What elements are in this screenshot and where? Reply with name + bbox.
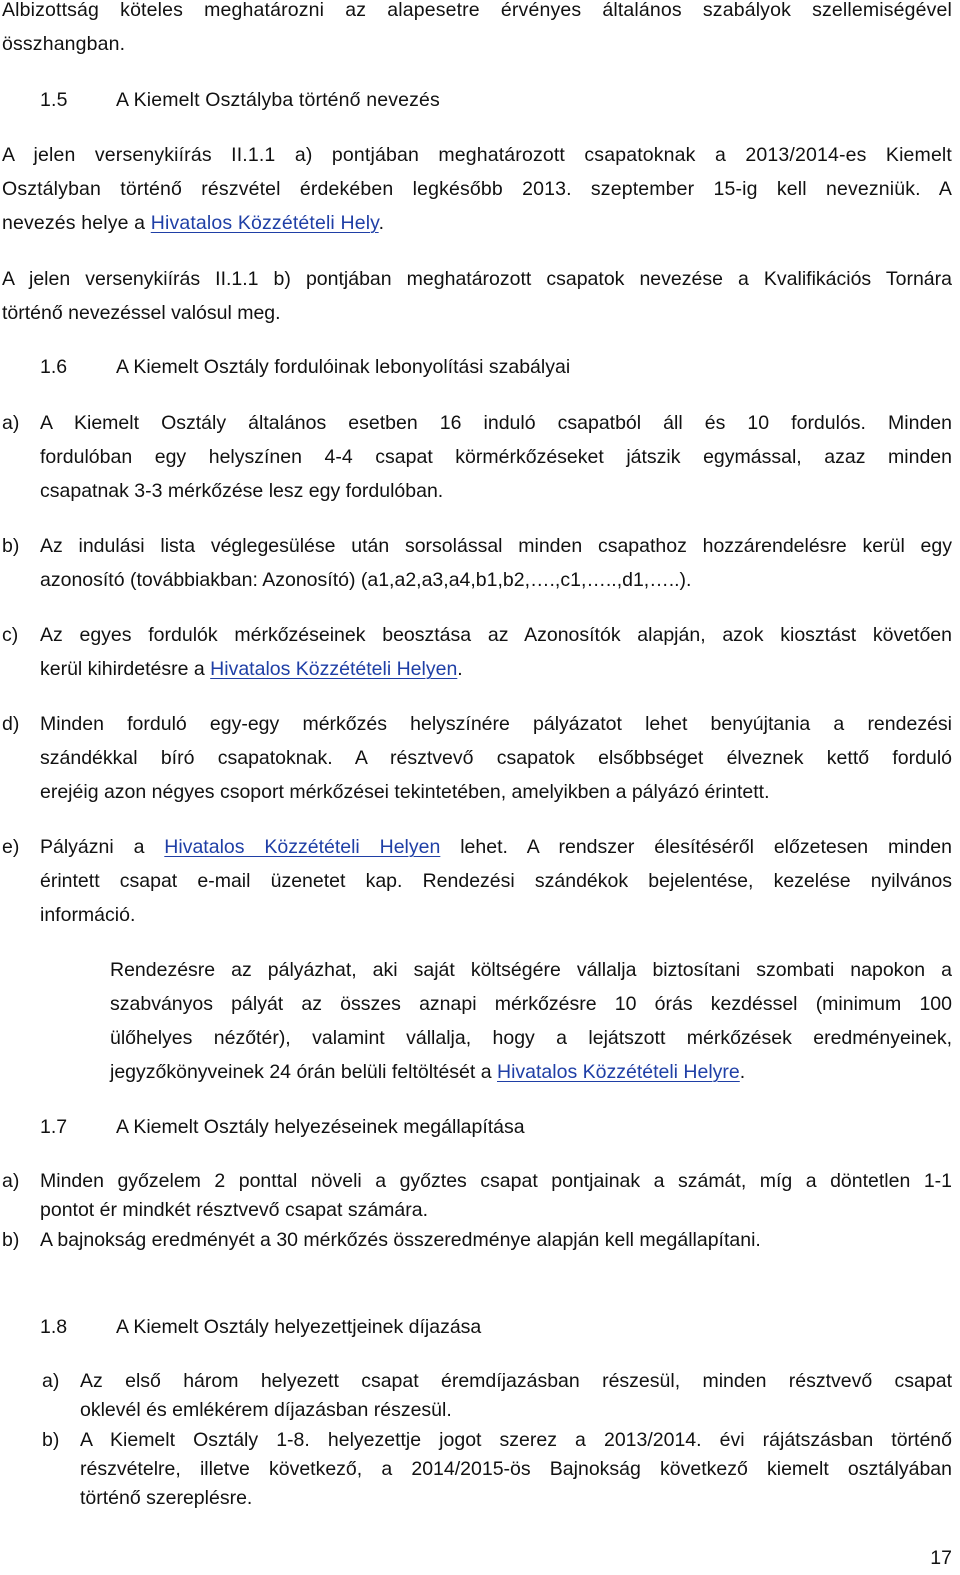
list-label: a) — [42, 1370, 60, 1392]
text-span: jegyzőkönyveinek 24 órán belüli feltöltését a — [110, 1061, 497, 1083]
text-line: fordulóban egy helyszínen 4-4 csapat körmérkőzéseket játszik egymással, azaz minden — [40, 446, 952, 468]
hivatalos-link[interactable]: Hivatalos Közzétételi Helyen — [210, 658, 458, 680]
text-line — [40, 830, 952, 864]
text-line: Az egyes fordulók mérkőzéseinek beosztása az Azonosítók alapján, azok kiosztást követően — [40, 624, 952, 646]
list-label: b) — [2, 535, 20, 557]
text-line: Minden győzelem 2 ponttal növeli a győztes csapat pontjainak a számát, míg a döntetlen 1-1 — [40, 1170, 952, 1192]
section-number: 1.7 — [40, 1116, 68, 1138]
text-line: Osztályban történő részvétel érdekében legkésőbb 2013. szeptember 15-ig kell nevezniük. A — [2, 178, 952, 200]
text-span: . — [457, 658, 463, 680]
text-span: . — [739, 1061, 746, 1083]
text-line: A bajnokság eredményét a 30 mérkőzés összeredménye alapján kell megállapítani. — [40, 1229, 761, 1251]
text-line: történő szereplésre. — [80, 1487, 253, 1509]
text-line: Rendezésre az pályázhat, aki saját költségére vállalja biztosítani szombati napokon a — [110, 959, 952, 981]
text-line: azonosító (továbbiakban: Azonosító) (a1,a2,a3,a4,b1,b2,….,c1,…..,d1,…..). — [40, 569, 692, 591]
list-label: b) — [42, 1429, 60, 1451]
text-span: kerül kihirdetésre a — [40, 658, 211, 680]
section-title: A Kiemelt Osztályba történő nevezés — [116, 89, 440, 111]
text-span: . — [378, 212, 385, 234]
list-label: a) — [2, 1170, 20, 1192]
text-line: Minden forduló egy-egy mérkőzés helyszínére pályázatot lehet benyújtania a rendezési — [40, 713, 952, 735]
text-span: nevezés helye a — [2, 212, 151, 234]
text-line: pontot ér mindkét résztvevő csapat számára. — [40, 1199, 429, 1221]
text-line: A Kiemelt Osztály általános esetben 16 induló csapatból áll és 10 fordulós. Minden — [40, 412, 952, 434]
list-label: d) — [2, 713, 20, 735]
section-number: 1.5 — [40, 89, 68, 111]
list-label: e) — [2, 836, 20, 858]
intro-paragraph — [2, 0, 952, 61]
text-line: csapatnak 3-3 mérkőzése lesz egy fordulóban. — [40, 480, 444, 502]
text-line: ülőhelyes nézőtér), valamint vállalja, hogy a lejátszott mérkőzések eredményeinek, — [110, 1027, 952, 1049]
list-label: a) — [2, 412, 20, 434]
text-line: összhangban. — [2, 33, 126, 55]
hivatalos-link[interactable]: Hivatalos Közzétételi Helyen — [164, 836, 441, 858]
section-title: A Kiemelt Osztály helyezettjeinek díjazása — [116, 1316, 482, 1338]
text-line: A jelen versenykiírás II.1.1 b) pontjában meghatározott csapatok nevezése a Kvalifikációs Tornára — [2, 268, 952, 290]
text-line: szabványos pályát az összes aznapi mérkőzésre 10 órás kezdéssel (minimum 100 — [110, 993, 952, 1015]
paragraph-kvalifikacio — [2, 262, 952, 330]
text-line: erejéig azon négyes csoport mérkőzései tekintetében, amelyikben a pályázó érintett. — [40, 781, 770, 803]
text-line: A Kiemelt Osztály 1-8. helyezettje jogot szerez a 2013/2014. évi rájátszásban történő — [80, 1429, 952, 1451]
hivatalos-link[interactable]: Hivatalos Közzétételi Helyre — [497, 1061, 740, 1083]
text-line: Albizottság köteles meghatározni az alapesetre érvényes általános szabályok szellemiségével — [2, 0, 952, 21]
section-number: 1.8 — [40, 1316, 68, 1338]
text-span: Pályázni a — [40, 836, 165, 858]
section-number: 1.6 — [40, 356, 68, 378]
paragraph-nevezes — [2, 138, 952, 240]
list-label: b) — [2, 1229, 20, 1251]
text-line: Az első három helyezett csapat éremdíjazásban részesül, minden résztvevő csapat — [80, 1370, 952, 1392]
indented-paragraph — [110, 953, 952, 1089]
section-title: A Kiemelt Osztály fordulóinak lebonyolítási szabályai — [116, 356, 571, 378]
text-line: A jelen versenykiírás II.1.1 a) pontjában meghatározott csapatoknak a 2013/2014-es Kiemelt — [2, 144, 952, 166]
text-line: oklevél és emlékérem díjazásban részesül. — [80, 1399, 452, 1421]
text-span: lehet. A rendszer élesítéséről előzetesen minden — [440, 836, 952, 858]
text-line — [40, 652, 952, 686]
text-line: információ. — [40, 904, 136, 926]
text-line: történő nevezéssel valósul meg. — [2, 302, 281, 324]
text-line: Az indulási lista véglegesülése után sorsolással minden csapathoz hozzárendelésre kerül egy — [40, 535, 952, 557]
text-line: szándékkal bíró csapatoknak. A résztvevő csapatok elsőbbséget élveznek kettő forduló — [40, 747, 952, 769]
hivatalos-link[interactable]: Hivatalos Közzétételi Hely — [150, 212, 379, 234]
page-number: 17 — [930, 1547, 952, 1569]
section-title: A Kiemelt Osztály helyezéseinek megállapítása — [116, 1116, 525, 1138]
text-line: érintett csapat e-mail üzenetet kap. Rendezési szándékok bejelentése, kezelése nyilvános — [40, 870, 952, 892]
list-label: c) — [2, 624, 19, 646]
text-line — [110, 1055, 952, 1089]
text-line — [2, 206, 952, 240]
text-line: részvételre, illetve következő, a 2014/2015-ös Bajnokság következő kiemelt osztályában — [80, 1458, 952, 1480]
